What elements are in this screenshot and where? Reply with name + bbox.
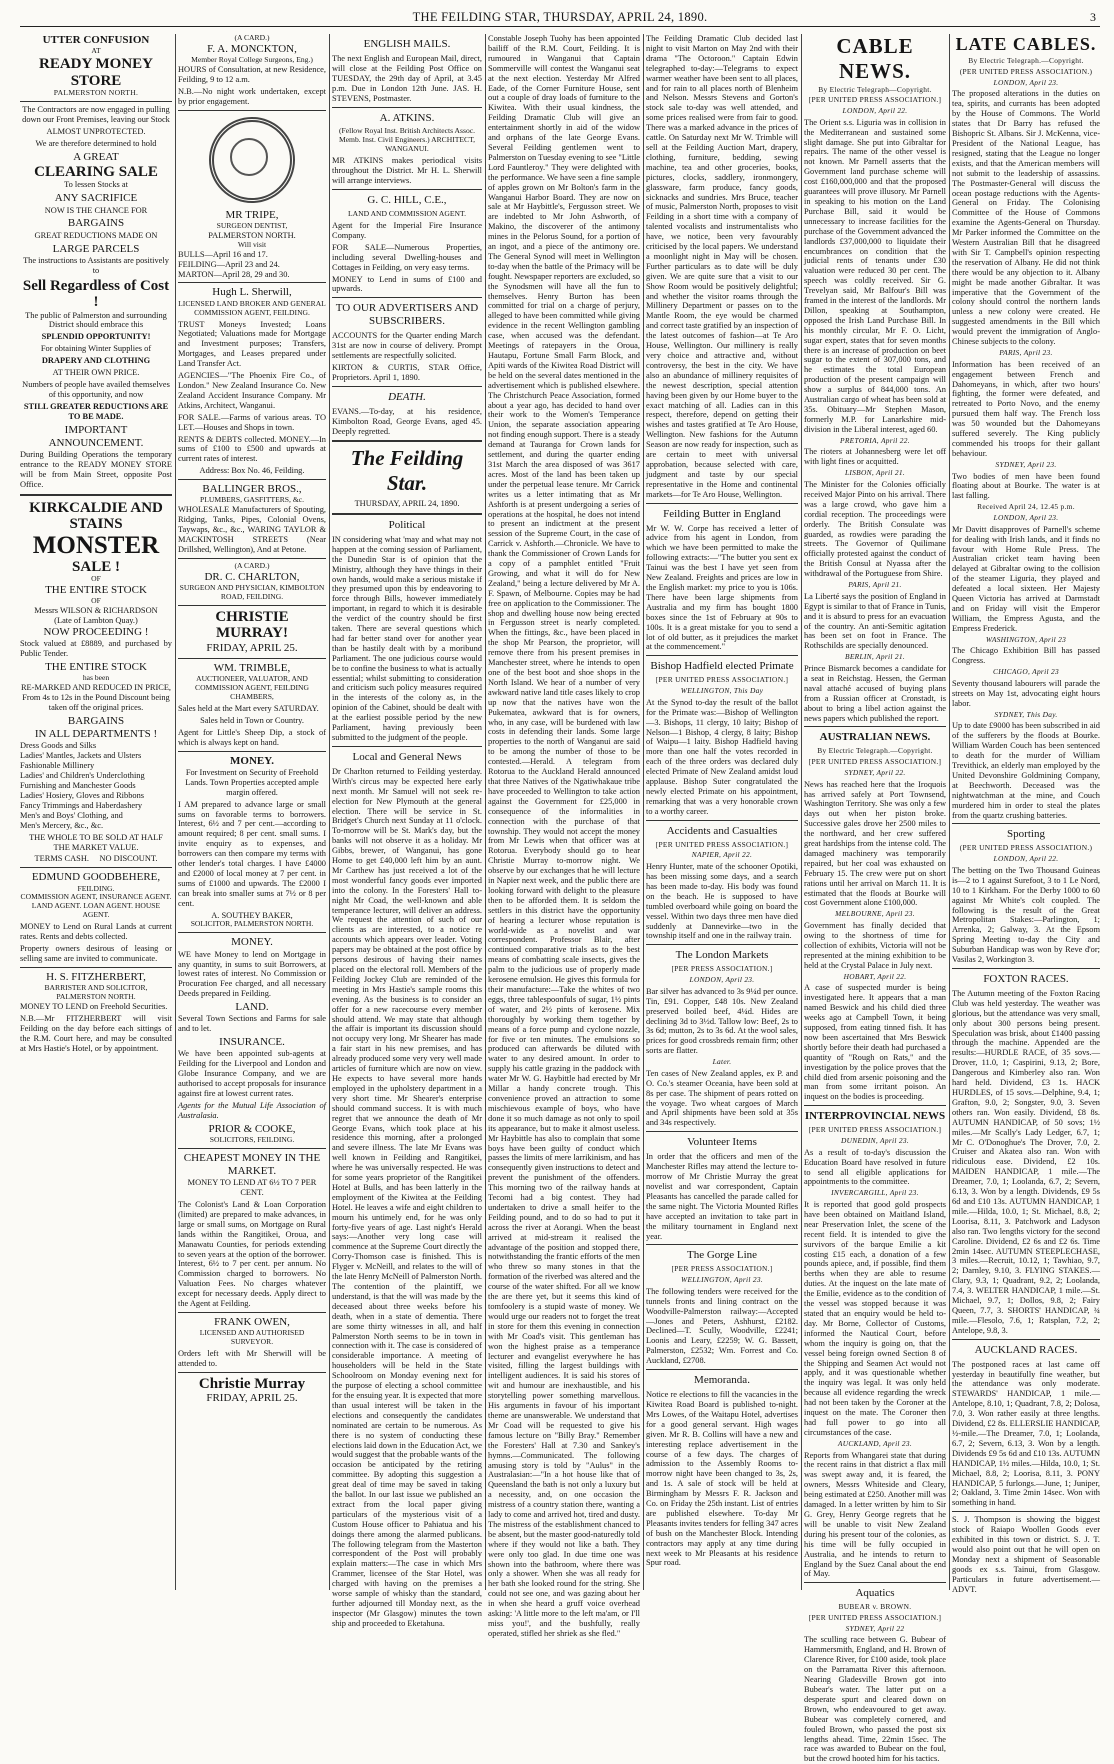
- wire-credit: (PER UNITED PRESS ASSOCIATION.): [959, 843, 1093, 853]
- ad-headline: READY MONEY STORE: [38, 56, 154, 89]
- ad-headline: MONEY.: [230, 754, 274, 767]
- column-rule: [485, 34, 486, 1590]
- article-text: The sculling race between G. Bubear of Hammersmith, England, and H. Brown of Clarence River, for £100 aside, took place on the Parramatta River this afternoon. Nearing Gladesville Brown got into Bubear's water. The latter put on a desperate spurt and cleared down on Brown, who endeavoured to get away. Bubear was completely cornered, and fouled Brown, who passed the post six lengths ahead. Time, 22min 15sec. The race was awarded to Bubear on the foul, but the crowd hooted him for his tactics.: [804, 1635, 946, 1764]
- ad-text: We are therefore determined to hold: [35, 138, 157, 148]
- ad-text: Messrs WILSON & RICHARDSON: [34, 606, 158, 616]
- wire-credit: [PER UNITED PRESS ASSOCIATION.]: [808, 757, 942, 767]
- ad-text: AT: [91, 46, 101, 56]
- ad-text: WHOLESALE Manufacturers of Spouting, Ridging, Tanks, Pipes, Colonial Ovens, Taywaps, &c., &c., WARING TAYLOR & MACKINTOSH STREETS (Near Drillshed, Wellington), And at Petone.: [178, 505, 326, 554]
- dateline: LONDON, April 23.: [993, 512, 1059, 522]
- ad-headline: SALE !: [72, 558, 120, 575]
- article-text: IN considering what 'may and what may not happen at the coming session of Parliament, the Dunedin Star is of opinion that the Ministry, although they have things in their own hands, would make a serious mistake if they presumed upon this by endeavoring to force through Bills, however immediately important, in regard to which it is desirable the verdict of the country should be first taken. There are several questions which had far better stand over for another year than be hastily dealt with by a moribund Parliament. The one judicious course would be to confine the business to what is actually essential; whilst submitting to consideration and criticism such policy measures required in the interests of the colony as, in the opinion of the Cabinet, should be dealt with at the earliest possible period by the new Parliament, having previously been submitted to the judgment of the people.: [332, 534, 482, 742]
- dental-seal-icon: [209, 117, 295, 203]
- ad-text: Several Town Sections and Farms for sale and to let.: [178, 1014, 326, 1034]
- section-heading: G. C. HILL, C.E.,: [367, 194, 447, 207]
- section-heading: Accidents and Casualties: [666, 824, 778, 837]
- ad-text: COMMISSION AGENT, INSURANCE AGENT. LAND AGENT. LOAN AGENT. HOUSE AGENT.: [20, 892, 172, 920]
- ad-text: For Investment on Security of Freehold Lands. Town Properties accepted ample margin offered.: [185, 767, 319, 797]
- ad-text: IMPORTANT: [64, 423, 128, 436]
- ad-headline: MONEY.: [231, 936, 273, 949]
- wire-credit: [PER UNITED PRESS ASSOCIATION.]: [655, 839, 789, 849]
- article-text: Information has been received of an engagement between French and Dahomeyans, in which, after two hours' fighting, the former were defeated, and retreated to Porto Novo, and the enemy pursued them half way. The French loss was 50 wounded but the Dahomeyans suffered severely. The King publicly commended his troops for their gallant behaviour.: [952, 359, 1100, 458]
- ad-text: The Contractors are now engaged in pulling down our Front Premises, leaving our Stock: [22, 105, 170, 124]
- ad-text: SOLICITORS, FEILDING.: [209, 1134, 295, 1144]
- ad-text: OF: [91, 596, 101, 606]
- dateline: WASHINGTON, April 23: [985, 634, 1067, 644]
- article-text: Government has finally decided that owing to the shortness of time for collection of exhibits, Victoria will not be represented at the mining exhibition to be held at the Crystal Palace in July next.: [804, 921, 946, 970]
- ad-text: RE-MARKED AND REDUCED IN PRICE,: [20, 683, 172, 693]
- article-text: A case of suspected murder is being investigated here. It appears that a man named Beswick and his child died three weeks ago at Campbell Town, it being supposed, from eating tinned fish. It has now been ascertained that Mrs Beswick shortly before their death had purchased a quantity of "Rough on Rats," and the investigation by the police proves that the child died from arsenic poisoning and the man from some irritant poison. An inquest on the bodies is proceeding.: [804, 983, 946, 1102]
- ad-headline: UTTER CONFUSION: [42, 34, 150, 46]
- article-text: The Orient s.s. Liguria was in collision in the Mediterranean and sustained some slight damage. She put into Gibraltar for repairs. The name of the other vessel is not known. Mr Parnell asserts that the Government land purchase scheme will cost £160,000,000 and that the proposed guarantees will prove illusory. Mr Parnell in speaking to his motion on the Land Purchase Bill, said it would be unnecessary to increase facilities for the purchase of the Government advanced the landlords £37,000,000 to liquidate their encumbrances on condition that the judicial rents of tenants under £30 valuation were reduced 30 per cent. The speech was coldly received. Sir G. Trevelyan said, Mr Balfour's Bill was framed in the interest of the landlords. Mr Dillon, speaking at Southampton, opposed the Irish Land Purchase Bill. In his monthly circular, Mr F. O. Licht, sugar expert, states that for seven months there is an increase of production on beet sugar to the extent of 307,000 tons, and he estimates the total European production of the present campaign will show a surplus of 844,000 tons. An Australian cargo of wheat has been sold at 35s. Obituary—Mr Stephen Mason, formerly M.P. for Lanarkshire mid-division in the Liberal interest, aged 60.: [804, 117, 946, 434]
- ad-text: BARGAINS: [67, 715, 125, 728]
- ad-text: SURGEON AND PHYSICIAN, KIMBOLTON ROAD, FEILDING.: [179, 582, 325, 601]
- section-heading: Aquatics: [855, 1587, 895, 1600]
- article-text: Ten cases of New Zealand apples, ex P. and O. Co.'s steamer Oceania, have been sold at 8s per case. The shipment of pears rotted on the voyage. Two wheat cargoes of March and April shipments have been sold at 35s and 34s respectively.: [646, 1068, 798, 1128]
- column-3: [332, 34, 483, 1628]
- ad-text: To lessen Stocks at: [64, 180, 128, 190]
- ad-text: Stock valued at £8889, and purchased by Public Tender.: [20, 639, 172, 659]
- ad-text: TRUST Moneys Invested; Loans Negotiated; Valuations made for Mortgage and Investment purposes; Transfers, Mortgages, and Leases prepared under Land Transfer Act.: [178, 319, 326, 369]
- dateline: WELLINGTON, This Day: [680, 686, 764, 696]
- dateline: SYDNEY, This Day.: [994, 709, 1058, 719]
- ad-text: ANY SACRIFICE: [54, 192, 138, 205]
- ad-text: TERMS CASH. NO DISCOUNT.: [34, 854, 158, 864]
- ad-headline: INSURANCE.: [219, 1036, 285, 1049]
- ad-text: THE ENTIRE STOCK: [45, 661, 147, 674]
- article-text: Mr Davitt disapproves of Parnell's scheme for dealing with Irish lands, and it finds no favour with Home Rule Press. The Australian cricket team having been delayed at Gibraltar owing to the collision of the steamer Liguria, they played and defeated a local sixteen. Her Majesty Queen Victoria has arrived at Darmstadt and on Friday will visit the Emperor William, the Empress Agusta, and the Empress Frederick.: [952, 524, 1100, 633]
- dateline: AUCKLAND, April 23.: [837, 1438, 913, 1448]
- article-text: Mr W. W. Corpe has received a letter of advice from his agent in London, from which we have been permitted to make the following extracts:—"The butter you sent ex Tainui was the best I have yet seen from New Zealand. Freights and prices are low in the English market: my price to you is 106s. There have been large shipments from Australia and my firm has bought 1800 boxes since the 1st of February at 90s to 100s. It is a great mistake for you to send a lot of old butter, as it prejudices the market at the commencement.": [646, 523, 798, 652]
- section-heading: LATE CABLES.: [955, 34, 1097, 54]
- ad-text: I AM prepared to advance large or small sums on favorable terms to borrowers. Interest, 6½ and 7 per cent.—according to amount required; 8 per cent. small sums. I invite enquiry as to expenses, and borrowers can then compare my terms with other lender's total charges. I have £4000 and £2000 of local money at 7 per cent. in sums of £1000 and upwards. The £2000 I can break into smaller sums at 7½ or 8 per cent.: [178, 799, 326, 908]
- notice-text: FOR SALE—Numerous Properties, including several Dwelling-houses and Cottages in Feilding, on very easy terms.: [332, 242, 482, 272]
- ad-headline: PRIOR & COOKE,: [208, 1122, 296, 1135]
- ad-text: Orders left with Mr Sherwill will be attended to.: [178, 1349, 326, 1368]
- ad-text: FEILDING.: [77, 883, 115, 893]
- column-7: [952, 34, 1100, 1594]
- section-heading: Sporting: [1007, 828, 1045, 841]
- section-heading: INTERPROVINCIAL NEWS: [804, 1110, 946, 1123]
- ad-text: PALMERSTON NORTH.: [56, 992, 136, 1002]
- ad-text: Property owners desirous of leasing or selling same are invited to communicate.: [20, 944, 172, 964]
- ad-text: Numbers of people have availed themselves of this opportunity, and now: [22, 379, 170, 399]
- article-text: The Feilding Dramatic Club decided last night to visit Marton on May 2nd with their drama "The Octoroon." Captain Edwin telegraphed to-day:—Telegrams to expect warmer weather have been sent to all places, and for rain to all places north of Blenheim and Nelson. Messrs Stevens and Gorton's stock sale to-day was well attended, and some prices realised were from fair to good. There was a marked advance in the prices of cattle. On Saturday next Mr W. Trimble will sell at the Feilding Auction Mart, drapery, clothing, furniture, bedding, sewing machine, tea and other groceries, books, pictures, clocks, saddlery, ironmongery, glassware, farm produce, fancy goods, sicknacks and sundries. Mrs Bruce, teacher of music, Palmerston North, proposes to visit Feilding in a short time with a company of talented vocalists and instrumentalists who have, we notice, been very favourably criticised by the local papers. We understand a moonlight night in May will be chosen. Further particulars as to date will be duly given. We are quite sure that a visit to our Show Room would be positively delightful; and whether the visitor roams through the Millinery Department or passes on to the Mantle Room, the eye would be charmed and correct taste gratified by an inspection of the latest outcomes of fashion—at Te Aro House, Wellington. Our millinery is really very choice and attractive and, without controversy, the best in the city. We have also an abundance of millinery requisites of the newest description, special attention having been given by our Home buyer to the exact matching of all. Ladies can in this respect, therefore, depend on getting their wishes and tastes gratified at Te Aro House, Wellington. New fashions for the Autumn Season are now ready for inspection, such as are certain to meet with universal approbation, because selected with care, judgment and taste by our special representative in the Home and continental markets—for Te Aro House, Wellington.: [646, 34, 798, 499]
- column-rule: [175, 34, 176, 1590]
- dateline: PRETORIA, April 22.: [840, 435, 910, 445]
- ad-headline: Sell Regardless of Cost !: [22, 277, 170, 310]
- ad-text: BARGAINS: [67, 217, 125, 230]
- column-2: [178, 34, 326, 1594]
- notice-text: MONEY to Lend in sums of £100 and upwards.: [332, 274, 482, 294]
- wire-credit: [PER PRESS ASSOCIATION.]: [671, 1264, 773, 1274]
- section-heading: CABLE NEWS.: [836, 34, 914, 83]
- ad-text: During Building Operations the temporary entrance to the READY MONEY STORE will be from Main Street, opposite Post Office.: [20, 449, 172, 489]
- dateline: SYDNEY, April 22.: [844, 767, 906, 777]
- ad-text: ALMOST UNPROTECTED.: [46, 126, 146, 136]
- dateline: SYDNEY, April 22: [845, 1623, 905, 1633]
- page-title: THE FEILDING STAR, THURSDAY, APRIL 24, 1890.: [412, 10, 708, 24]
- section-heading: The London Markets: [675, 949, 769, 962]
- ad-headline: CHEAPEST MONEY IN THE MARKET.: [183, 1151, 321, 1178]
- article-text: Dr Charlton returned to Feilding yesterday. Wirth's circus may be expected here early next month. Mr Samuel will not seek re-election for New Plymouth at the general election. There will be service in St. Bridget's Church next Sunday at 11 o'clock. To-morrow will be St. Mark's day, but the banks will not observe it as a holiday. Mr Gibbs, brewer, of Wanganui, has gone Home to get £40,000 left him by an aunt. Mr Carthew has just received a lot of the most wonderful fancy goods ever imported into the colony. In the Foresters' Hall to-night Mr Coad, the well-known and able temperance lecturer, will deliver an address. We request the attention of such of our clients as are interested, to a notice re accounts which appears over leader. Voting papers may be obtained at the post office by persons desirous of having their names placed on the electoral roll. Members of the Feilding Jockey Club are reminded of the meeting in Mrs Hastie's sample rooms this evening. As the business is to consider an offer for a new racecourse every member should attend. We may state that although the affair is important its discussion should not occupy very long. Mr Shearer has made a fair start in his new premises, and has already produced some very very well made articles of furniture which are now on view. He expects to have several more hands employed in the upholstery department in a very short time. Mr Shearer's enterprise should command success. It is with much regret that we announce the death of Mr George Evans, which took place at his residence this morning, after a prolonged and severe illness. The late Mr Evans was well known in Feilding and Rangitikei, where he was universally respected. He was for some years proprietor of the Rangitikei Hotel at Bulls, and has been latterly in the employment of the Kiwitea at the Feilding Hotel. He leaves a wife and eight children to mourn his untimely end, for he was only forty-five years of age. Last night's Herald says:—Another very long case will commence at the Supreme Court directly the Corry-Thomson case is finished. This is Flyger v. McNeill, and relates to the will of the late Henry McNeill of Palmerston North. The contention of the plaintiff, we understand, is that the will was made by the deceased about three weeks before his death, when in a state of dementia. There are some thirty witnesses in all, and half Palmerston North seems to be in town in connection with it. The case is considered of considerable importance. A meeting of householders will be held in the State Schoolroom on Monday evening next for the purpose of electing a school committee for the ensuing year. It is expected that more than usual interest will be taken in the elections and consequently the candidates nominated are certain to be numerous. As there is no system of conducting these elections laid down in the Education Act, we would suggest that the probable wants of the occasion be anticipated by the retiring committee. By adopting this suggestion a great deal of time may be saved in taking the ballot. In our last issue we published an extract from the local paper giving particulars of the mysterious visit of a Custom House officer to Pahiatua and his doings there among the alarmed publicans. The following telegram from the Masterton correspondent of the Post will probably explain matters:—The case in which Mrs Crammer, licensee of the Star Hotel, was charged with having on the premises a worse sample of whisky than the standard, further adjourned till Monday next, as the inspector (Mr Glasgow) minutes the town ship and proceeded to Eketahuna.: [332, 766, 483, 1628]
- article-text: Constable Joseph Tuohy has been appointed bailiff of the R.M. Court, Feilding. It is rumoured in Wanganui that Captain Sommerville will contest the Wanganui seat at the next election. Yesterday Mr Alfred Eade, of the Corner Furniture House, sent out a couple of dray loads of furniture to the Kiwitea. With their usual kindness, the Feilding Dramatic Club will give an entertainment shortly in aid of the widow and orphans of the late George Evans. Several Feilding gentlemen went to Palmerston on Tuesday evening to see "Little Lord Fauntleroy." They were delighted with the performance. We have seen a fine sample of apples grown on Mr Bolton's farm in the Wanganui Harbor Board. They are now on sale at Mr Haybittle's, Fergusson street. We are indebted to Mr John Ashworth, of Makino, the discoverer of the antimony mines in the Pelorus Sound, for a portion of an ingot, and a piece of the antimony ore. The General Synod will meet in Wellington to-day when the battle of the Primacy will be fought. Newspaper reporters are excluded, so the Synodsmen will have all the fun to themselves. Henry Burton has been committed for trial on a charge of perjury, alleged to have been committed while giving evidence in the recent Wellington gambling case, when accused was the defendant. Meetings of ratepayers in the Oroua, Hautapu, Fortune Small Farm Block, and Apiti wards of the Kiwitea Road District will be held on the several dates mentioned in the advertisement which is published elsewhere. The Christchurch Peace Association, formed about a year ago, has decided to hand over their work to the Women's Temperance Union, the separate association appearing not finding enough support. There is a steady demand at Tauranga for Crown lands for settlement, and during the quarter ending 31st March the area disposed of was 3617 acres. Most of the land has been taken up under the perpetual lease tenure. Mr Carrick writes us a letter intimating that as Mr Ashforth is at present undergoing a series of operations at the hospital, he does not intend to present an indictment at the present session of the Supreme Court, in the case of Carrick v. Ashforth.—Chronicle. We have to thank the Commissioner of Crown Lands for a copy of a pamphlet entitled "Fruit Growing, and what it will do for New Zealand," being a lecture delivered by Mr A. F. Spawn, of Melbourne. Copies may be had free on application to the Commissioner. The shop and dwelling house now being erected in Fergusson street is nearly completed. When the fittings, &c., have been placed in the shop Mr Pearson, the proprietor, will remove there from his present premises in Manchester street, where he intends to open one of the best boot and shoe shops in the North Island. We hear of a number of very awkward native land title cases likely to crop up now that the natives have won the Pukematea, awkward that is for owners, who, in any case, will be burdened with law costs in defending their lands. Some large properties to the north of Wanganui are said to be among the number of those to be contested.—Herald. A telegram from Rotorua to the Auckland Herald announced that three Natives of the Ngatiwhakaue tribe have proceeded to Wellington to take action against the Government for £25,000 in consequence of the informalities in connection with the purchase of that township. They would not accept the money from Mr Lewis when that officer was at Rotorua. Everybody should go to hear Christie Murray to-morrow night. We observe by our exchanges that he will lecture in Napier next week, and the public there are looking forward with delight to the pleasure then to be afforded them. It is seldom the settlers in this district have the opportunity of hearing a lecturer whose reputation is world-wide as a novelist and war correspondent. Professor Blair, after continued comparative trials as to the best means of combatting scale insects, gives the palm to the judicious use of properly made kerosene emulsion. He gives this formula for their manufacture:—Take the whites of two eggs, three tablespoonfuls of sugar, 1½ pints of water, and 2½ pints of kerosene. Mix thoroughly by working them together by means of a force pump and cyclone nozzle, for five or ten minutes. The emulsions so produced can afterwards be diluted with water to any desired amount. In order to supply his cattle grazing in the paddock with water Mr W. G. Haybittle had erected by Mr Millar a handy concrete trough. This convenience proved an attraction to some mischievous example of boys, who have done it so much damage as not only to spoil its appearance, but to make it almost useless. Mr Haybittle has also to complain that some boys have been guilty of conduct which passes the limits of mere larrikinism, and has consequently given instructions to detect and prevent the punishment of the offenders. This morning two of the railway hands at Tecomi had a big contest. They had undertaken to drive a small heifer to the Feilding pound, and to do so had to put it across the river at Aorangi. When the beast arrived at mid-stream it realised the advantage of the position and stopped there, notwithstanding the frantic efforts of the men who threw so many stones in that the formation of the riverbed was altered and the course of the water shifted. For all we know the are there yet, but it seems this kind of tomfoolery is a stupid waste of money. We would urge our readers not to forget the treat in store for them this evening in connection with Mr Coad's visit. This gentleman has won the highest praise as a temperance lecturer and evangelist everywhere he has visited, filling the largest buildings with intelligent audiences. It is said his stores of wit and humour are inexhaustible, and his storytelling power something marvellous. His arguments in favour of his important theme are unanswerable. We understand that Mr Coad will be requested to give his famous lecture on "Billy Bray." Remember the Foresters' Hall at 7.30 and Sankey's hymns.—Communicated. The following amusing story is told by "Aulus" in the Australasian:—"In a hot house like that of Queensland the bath is not only a luxury but a necessity, and, on one occasion the mistress of a country station there, wanting a lady to come and arrived hot, tired and dusty. The mistress of the establishment chanced to be absent, but the master good-naturedly told where if they would not like a bath. They were only too glad. In due time one was shown into the bathroom, where there was only a shower. When she was all ready for her bath she looked round for the string. She could not see one, and was gazing about her in when she heard a gruff voice overhead asking: 'A little more to the left ma'am, or I'll miss you!', and the bushfully, really operated, stifled her shriek as she fled.": [488, 34, 640, 1638]
- ad-headline: Christie Murray: [198, 1375, 306, 1392]
- ad-text: (A CARD.): [234, 560, 270, 570]
- article-text: The postponed races at last came off yesterday in beautifully fine weather, but the attendance was only moderate. STEWARDS' HANDICAP, 1 mile.—Antelope, 8.10, 1; Quadrant, 7.8, 2; Dolosa, 7.0, 3. Won rather easily at three lengths. Dividend, £2 8s. ELLERSLIE HANDICAP, ½-mile.—The Dreamer, 7.0, 1; Loolanda, 6.7, 2; Severn, 6.13, 3. Won by a length. Dividends £9 5s 6d and £10 13s. AUTUMN HANDICAP, 1½ miles.—Hilda, 10.0, 1; St. Michael, 8.8, 2; Loorisa, 8.11, 3. PONY HANDICAP, 5 furlongs.—June, 1; Juniper, 2; Oakland, 3. Time 2min 14sec. Won with something in hand.: [952, 1359, 1100, 1508]
- wire-credit: [PER UNITED PRESS ASSOCIATION.]: [808, 95, 942, 105]
- article-text: The following tenders were received for the tunnels fronts and lining contract on the Woodville-Palmerston railway:—Accepted—Jones and Peters, Ashhurst, £2182. Declined—T. Scully, Woodville, £2241; Loonis and Leary, £2259; W. G. Bassett, Palmerston, £2532; Wm. Forrest and Co. Auckland, £2708.: [646, 1286, 798, 1366]
- ad-text: BARRISTER AND SOLICITOR,: [44, 983, 148, 993]
- ad-headline: CLEARING SALE: [34, 163, 158, 180]
- ad-headline: MR TRIPE,: [225, 208, 279, 221]
- ad-text: A GREAT: [73, 150, 119, 163]
- ad-text: SPLENDID OPPORTUNITY!: [41, 332, 151, 342]
- ad-text: IN ALL DEPARTMENTS !: [34, 728, 158, 741]
- ad-text: For obtaining Winter Supplies of: [40, 344, 152, 354]
- dateline: HOBART, April 22.: [843, 971, 907, 981]
- dateline: LISBON, April 21.: [845, 468, 905, 478]
- wire-credit: [PER PRESS ASSOCIATION.]: [671, 964, 773, 974]
- ad-text: FRIDAY, APRIL 25.: [206, 1392, 298, 1405]
- dateline: LONDON, April 22.: [842, 106, 908, 115]
- article-text: Reports from Whangarei state that during the recent rains in that district a flax mill was swept away and, it is feared, the owners, Messrs Whiteside and Cleary, being estimated at £250. Another mill was damaged. In a letter written by him to Sir G. Grey, Henry George regrets that he will be unable to visit New Zealand during his present tour of the colonies, as his time will be fully occupied in Australia, and he intends to return to England by the Suez Canal about the end of May.: [804, 1450, 946, 1579]
- column-1: [20, 34, 172, 1594]
- article-text: News has reached here that the Iroquois has arrived safely at Port Townsend, Washington Territory. She was only a few days out when her piston broke. Successive gales drove her 2500 miles to the northward, and her crew suffered great hardships from the intense cold. The damaged machinery was temporarily repaired, but her coal was exhausted on February 15. The crew were put on short rations until her arrival on March 11. It is estimated that the floods at Bourke will cost Government alone £100,000.: [804, 779, 946, 908]
- ad-text: AUCTIONEER, VALUATOR, AND COMMISSION AGENT, FEILDING CHAMBERS,: [195, 674, 309, 702]
- article-text: La Liberté says the position of England in Egypt is similar to that of France in Tunis, and it is absurd to press for an evacuation of the country. An anti-Semitic agitation has been set on foot in France. The Rothschilds are specially denounced.: [804, 591, 946, 651]
- wire-credit: By Electric Telegraph.—Copyright.: [968, 56, 1084, 66]
- dateline: MELBOURNE, April 23.: [835, 909, 915, 919]
- dateline: SYDNEY, April 23.: [995, 459, 1057, 469]
- ad-text: MONEY TO LEND on Freehold Securities.: [20, 1002, 168, 1012]
- ad-text: NOW PROCEEDING !: [43, 626, 149, 639]
- notice-text: EVANS.—To-day, at his residence, Kimbolton Road, George Evans, aged 45. Deeply regretted.: [332, 406, 482, 436]
- ad-headline: F. A. MONCKTON,: [207, 42, 297, 55]
- section-heading: AUSTRALIAN NEWS.: [819, 731, 931, 744]
- wire-credit: (PER UNITED PRESS ASSOCIATION.): [959, 66, 1093, 76]
- ad-text: Address: Box No. 46, Feilding.: [199, 466, 305, 476]
- ad-text: NOW IS THE CHANCE FOR: [44, 205, 148, 215]
- page-number: 3: [1090, 10, 1096, 24]
- article-text: Henry Hunter, mate of the schooner Opotiki, has been missing some days, and a search has been made to-day. His body was found on the beach. He is supposed to have tumbled overboard while going on board the vessel. Within two days three men have died suddenly at Dannevirke—two in the township itself and one in the railway train.: [646, 862, 798, 941]
- ad-text: BULLS—April 16 and 17. FEILDING—April 23 and 24. MARTON—April 28, 29 and 30.: [178, 249, 290, 279]
- article-text: It is reported that good gold prospects have been obtained on Maitland Island, near Preservation Inlet, the scene of the recent field. It is intended to give the survivors of the barque Emilie a kit costing £15 each, a donation of a few pounds apiece, and, if possible, find them berths when they are able to resume duties. At the inquest on the late mate of the Emilie, evidence as to the condition of the vessel was stopped because it was stated that an enquiry would be held to-day. Mr Borne, Collector of Customs, informed the Nautical Court, before whom the inquiry is going on, that the vessel being foreign owned Section 8 of the Shipping and Seamen Act would not apply, and it was questionable whether the inquiry was legal. It was only held because all evidence regarding the wreck had not been taken by the Coroner at the inquest on the mate. The Coroner then had full power to go into all circumstances of the case.: [804, 1200, 946, 1437]
- ad-text: STILL GREATER REDUCTIONS ARE TO BE MADE.: [23, 401, 169, 421]
- masthead: [20, 4, 1100, 27]
- ad-text: LICENSED AND AUTHORISED SURVEYOR.: [199, 1328, 305, 1347]
- section-heading: Volunteer Items: [687, 1136, 757, 1149]
- ad-text: ANNOUNCEMENT.: [48, 436, 144, 449]
- ad-text: N.B.—Mr FITZHERBERT will visit Feilding on the day before each sittings of the R.M. Court here, and may be consulted at Mrs Hastie's Hotel, or by appointment.: [20, 1013, 172, 1053]
- section-heading: The Gorge Line: [686, 1249, 758, 1262]
- ad-text: SURGEON DENTIST,: [216, 220, 288, 230]
- ad-headline: BALLINGER BROS.,: [202, 483, 302, 496]
- ad-headline: A. SOUTHEY BAKER,: [211, 910, 293, 920]
- article-text: The betting on the Two Thousand Guineas is—2 to 1 against Surefoot, 3 to 1 Le Nord, 10 to 1 Kirkham. For the Derby 1000 to 60 against Mr White's colt coupled. The following is the result of the Great Metropolitan Stakes:—Parlington, 1; Arrenka, 2; Galway, 3. At the Epsom Spring Meeting to-day the City and Suburban Handicap was won by Reve d'or; Vasilas 2, Workington 3.: [952, 865, 1100, 965]
- wire-credit: By Electric Telegraph.—Copyright.: [817, 746, 933, 756]
- article-text: Bar silver has advanced to 3s 9¼d per ounce. Tin, £91. Copper, £48 10s. New Zealand preserved boiled beef, 4¼d. Hides are declining 3d to 3½d. Tallow low: Beef, 2s to 3s 6d; mutton, 2s to 3s 6d. At the wool sales, prices for good crossbreds remain firm; other sorts are flatter.: [646, 986, 798, 1056]
- column-rule: [329, 34, 330, 1590]
- article-text: At the Synod to-day the result of the ballot for the Primate was:—Bishop of Wellington—3. Bishops, 11 clergy, 10 laity; Bishop of Nelson—1 Bishop, 4 clergy, 8 laity; Bishop of Waipu—1 laity. Bishop Hadfield having more than one half the votes recorded in each of the three orders was declared duly elected Primate of New Zealand amidst loud applause. Bishop Suter congratulated the newly elected Primate on his appointment, remarking that was a very honorable crown to a worthy career.: [646, 697, 798, 816]
- ad-text: Sales held in Town or Country.: [200, 715, 304, 725]
- notice-text: Agent for the Imperial Fire Insurance Company.: [332, 220, 482, 240]
- wire-credit: By Electric Telegraph—Copyright.: [818, 84, 932, 94]
- article-text: The rioters at Johannesberg were let off with light fines or acquitted.: [804, 447, 946, 467]
- ad-text: THE WHOLE TO BE SOLD AT HALF THE MARKET VALUE.: [29, 832, 163, 852]
- ad-headline: WM. TRIMBLE,: [213, 662, 291, 675]
- ad-text: HOURS of Consultation, at new Residence, Feilding, 9 to 12 a.m.: [178, 65, 326, 84]
- ad-headline: EDMUND GOODBEHERE,: [31, 871, 161, 884]
- ad-text: PLUMBERS, GASFITTERS, &c.: [199, 495, 304, 505]
- section-heading: ENGLISH MAILS.: [363, 38, 451, 50]
- notice-text: ACCOUNTS for the Quarter ending March 31st are now in course of delivery. Prompt settlements are respectfully solicited.: [332, 331, 482, 361]
- ad-headline: LAND.: [235, 1001, 269, 1014]
- column-6: [804, 34, 946, 1764]
- section-heading: AUCKLAND RACES.: [974, 1343, 1078, 1356]
- column-rule: [643, 34, 644, 1590]
- ad-text: Dress Goods and Silks Ladies' Mantles, Jackets and Ulsters Fashionable Millinery Ladies' and Children's Underclothing Furnishing and Manchester Goods Ladies' Hosiery, Gloves and Ribbons Fancy Trimmings and Haberdashery Men's and Boys' Clothing, and Men's Mercery, &c., &c.: [20, 741, 145, 830]
- wire-credit: [PER UNITED PRESS ASSOCIATION.]: [655, 675, 789, 685]
- column-5: [646, 34, 798, 1594]
- article-text: In order that the officers and men of the Manchester Rifles may attend the lecture to-morrow of Mr Christie Murray the great novelist and war correspondent, Captain Pleasants has cancelled the parade called for the same night. The Victoria Mounted Rifles have accepted an invitation to take part in the military tournament in England next year.: [646, 1152, 798, 1241]
- ad-text: From 4s to 12s in the Pound Discount being taken off the original prices.: [22, 693, 170, 713]
- section-heading: TO OUR ADVERTISERS AND SUBSCRIBERS.: [335, 302, 479, 328]
- ad-headline: DR. C. CHARLTON,: [204, 570, 300, 583]
- ad-text: Will visit: [237, 239, 267, 249]
- ad-text: Agents for the Mutual Life Association of Australasia.: [178, 1100, 326, 1120]
- notice-text: MR ATKINS makes periodical visits throughout the District. Mr H. L. Sherwill will arrange interviews.: [332, 156, 482, 186]
- ad-text: DRAPERY AND CLOTHING: [41, 356, 151, 366]
- ad-text: LICENSED LAND BROKER AND GENERAL COMMISSION AGENT, FEILDING.: [178, 298, 326, 317]
- ad-text: FOR SALE.—Farms of various areas. TO LET.—Houses and Shops in town.: [178, 412, 326, 432]
- ad-text: (Late of Lambton Quay.): [54, 616, 138, 626]
- dateline: LONDON, April 23.: [993, 77, 1059, 87]
- column-rule: [801, 34, 802, 1590]
- ad-text: SOLICITOR, PALMERSTON NORTH.: [190, 919, 314, 929]
- dateline: LONDON, April 22.: [993, 854, 1059, 864]
- ad-text: (A CARD.): [234, 33, 270, 42]
- notice-text: LAND AND COMMISSION AGENT.: [348, 209, 466, 219]
- article-text: Prince Bismarck becomes a candidate for a seat in Reichstag. Hessen, the German naval attaché accused of buying plans from a Russian officer at Cronstadt, is about to bring a libel action against the news papers which published the report.: [804, 663, 946, 723]
- ad-text: The public of Palmerston and surrounding District should embrace this: [25, 310, 167, 330]
- ad-headline: CHRISTIE MURRAY!: [215, 608, 289, 642]
- article-text: Up to date £9000 has been subscribed in aid of the sufferers by the floods at Bourke. William Warden Couch has been sentenced to death for the murder of William Trevithick, an elderly man employed by the United Devonshire Goldmining Company, at Beechworth. Deceased was the nightwatchman at the mine, and Couch murdered him in order to steal the plates from the quartz crushing batteries.: [952, 721, 1100, 820]
- ad-text: MONEY TO LEND AT 6½ TO 7 PER CENT.: [187, 1178, 317, 1198]
- ad-text: PALMERSTON NORTH.: [208, 230, 296, 240]
- ad-text: Sales held at the Mart every SATURDAY.: [178, 704, 319, 714]
- dateline: LONDON, April 23.: [689, 975, 755, 985]
- article-text: The Minister for the Colonies officially received Major Pinto on his arrival. There was a large crowd, who gave him a cordial reception. The proceedings were orderly. The British Consulate was guarded, as rowdies were parading the streets. The Governor of Quilimane officially protested against the conduct of the British Consul at Nyassa after the withdrawal of the Portuguese from Shire.: [804, 480, 946, 579]
- ad-text: has been: [82, 673, 110, 683]
- notice-text: The next English and European Mail, direct, will close at the Feilding Post Office on TUESDAY, the 29th day of April, at 3.45 p.m. Due in London 12th June. JAS. H. STEVENS, Postmaster.: [332, 53, 482, 103]
- ad-text: The Colonist's Land & Loan Corporation (limited) are prepared to make advances, in large or small sums, on Mortgage on Rural lands within the Rangitikei, Oroua, and Manawatu Counties, for periods extending to seven years at the option of the borrower. Interest, 6½ to 7 per cent. per annum. No Commission charged to borrowers. No Valuation Fees. No charges whatever except for necessary deeds. Apply direct to the Agent at Feilding.: [178, 1200, 326, 1309]
- article-text: The Autumn meeting of the Foxton Racing Club was held yesterday. The weather was glorious, but the attendance was very small, only about 300 persons being present. Speculation was brisk, about £1400 passing through the machine. Appended are the results:—HURDLE RACE, of 35 sovs.—Drover, 11.0, 1; Caspirini, 9.13, 2; Bore, Dangerous and Kimberley also ran. Won hard held. Dividend, £3 1s. HACK HURDLES, of 15 sovs.—Delphine, 9.4, 1; Grafton, 9.0, 2; Songster, 9.0, 3. Seven others ran. Won easily. Dividend, £8 8s. AUTUMN HANDICAP, of 50 sovs; 1½ miles.—Mr Scally's Lady Ledger, 6.7, 1; Mr C. O'Donoghue's The Drover, 7.0, 2. Cruiser and Akatea also ran. Won with ridiculous ease. Dividend, £2 10s. MAIDEN HANDICAP, 1 mile.—The Dreamer, 7.0, 1; Loolanda, 6.7, 2; Severn, 6.13, 3. Won by a length. Dividends, £9 5s 6d and £10 13s. AUTUMN HANDICAP, 1 mile.—Hilda, 10.0, 1; St. Michael, 8.8, 2; Loorisa, 8.11, 3. Patchwork and Ladyson also ran. Two lengths victory for the second Caroline. Dividend, £2 6s and £2 6s. Time 2min 14sec. AUTUMN STEEPLECHASE, 3 miles.—Recruit, 10.12, 1; Tawhiao, 9.7, 2; Darnley, 9.10, 3. FLYING STAKES.—Clary, 9.3, 1; Quadrant, 9.2, 2; Loolanda, 7.4, 3. WELTER HANDICAP, 1 mile.—St. Michael, 9.7, 1; Dollos, 9.8, 2; Fairy Queen, 7.7, 3. SHORTS' HANDICAP, ¾ mile.—Flesolo, 7.6, 1; Ratsplan, 7.2, 2; Antelope, 9.8, 3.: [952, 988, 1100, 1335]
- section-heading: A. ATKINS.: [379, 111, 435, 124]
- ad-text: OF: [91, 574, 101, 584]
- ad-text: We have been appointed sub-agents at Feilding for the Liverpool and London and Globe Insurance Company, and we are authorised to accept proposals for insurance against fire at lowest current rates.: [178, 1049, 326, 1098]
- column-4: [488, 34, 640, 1638]
- ad-headline: FRANK OWEN,: [214, 1315, 290, 1328]
- ad-text: The instructions to Assistants are positively to: [23, 255, 169, 275]
- article-text: Two bodies of men have been found floating about at Bourke. The water is at last falling.: [952, 471, 1100, 501]
- article-text: Notice re elections to fill the vacancies in the Kiwitea Road Board is published to-night. Mrs Lowes, of the Waitapu Hotel, advertises for a good general servant. High wages given. Mr R. B. Collins will have a new and interesting replace advertisement in the course of a few days. The charges of admission to the Assembly Rooms to-morrow night have been changed to 3s, 2s, and 1s. A sale of stock will be held at Birmingham by Messrs F. R. Jackson and Co. on Friday the 25th instant. List of entries are published elsewhere. To-day Mr Pleasants invites tenders for felling 347 acres of bush on the Manchester Block. Intending contractors may apply at any time during next week to Mr Pleasants at his residence Spur road.: [646, 1390, 798, 1568]
- issue-date: THURSDAY, APRIL 24, 1890.: [354, 499, 460, 508]
- newspaper-nameplate: The Feilding Star.: [350, 446, 464, 496]
- ad-headline: H. S. FITZHERBERT,: [46, 970, 146, 983]
- dateline: Received April 24, 12.45 p.m.: [977, 502, 1075, 512]
- ad-headline: KIRKCALDIE AND STAINS: [29, 499, 163, 533]
- wire-credit: [PER UNITED PRESS ASSOCIATION.]: [808, 1613, 942, 1623]
- ad-text: GREAT REDUCTIONS MADE ON: [34, 230, 158, 240]
- section-heading: Memoranda.: [694, 1374, 750, 1387]
- dateline: INVERCARGILL, April 23.: [831, 1188, 919, 1198]
- dateline: Later.: [712, 1057, 732, 1067]
- wire-credit: [PER UNITED PRESS ASSOCIATION.]: [808, 1125, 942, 1135]
- ad-text: PALMERSTON NORTH.: [53, 88, 139, 98]
- ad-headline: Hugh L. Sherwill,: [212, 286, 292, 299]
- dateline: CHICAGO, April 23: [993, 667, 1059, 677]
- dateline: WELLINGTON, April 23.: [680, 1275, 763, 1285]
- notice-text: KIRTON & CURTIS, STAR Office, Proprietors. April 1, 1890.: [332, 362, 482, 382]
- section-heading: Local and General News: [352, 750, 462, 763]
- subheading: BUBEAR v. BROWN.: [838, 1602, 912, 1612]
- dateline: PARIS, April 23.: [999, 348, 1053, 357]
- ad-text: THE ENTIRE STOCK: [45, 584, 147, 597]
- section-heading: Political: [388, 518, 426, 531]
- article-text: As a result of to-day's discussion the Education Board have resolved in future to send all eligible applications for appointments to the committee.: [804, 1147, 946, 1187]
- ad-text: WE have Money to lend on Mortgage in any quantity, in sums to suit Borrowers, at lowest rates of interest. No Commission or Procuration Fee charged, and all necessary Deeds prepared in Feilding.: [178, 949, 326, 999]
- notice-text: (Fellow Royal Inst. British Architects Assoc. Memb. Inst. Civil Engineers.) ARCHITECT, WANGANUI.: [338, 126, 476, 154]
- dateline: BERLIN, April 21.: [845, 652, 905, 662]
- dateline: DUNEDIN, April 23.: [840, 1135, 910, 1145]
- ad-text: RENTS & DEBTS collected. MONEY.—In sums of £100 to £500 and upwards at current rates of interest.: [178, 434, 326, 464]
- ad-text: AT THEIR OWN PRICE.: [52, 368, 140, 378]
- article-text: Seventy thousand labourers will parade the streets on May 1st, advocating eight hours labor.: [952, 678, 1100, 708]
- ad-text: LARGE PARCELS: [52, 242, 140, 255]
- section-heading: FOXTON RACES.: [983, 972, 1069, 985]
- ad-text: N.B.—No night work undertaken, except by prior engagement.: [178, 86, 326, 106]
- ad-text: Agent for Little's Sheep Dip, a stock of which is always kept on hand.: [178, 727, 326, 747]
- ad-text: AGENCIES—"The Phoenix Fire Co., of London." New Zealand Insurance Co. New Zealand Accident Insurance Company. Mr Atkins, Architect, Wanganui.: [178, 371, 326, 410]
- section-heading: DEATH.: [388, 390, 426, 403]
- ad-headline: MONSTER: [32, 531, 160, 559]
- section-heading: Feilding Butter in England: [663, 507, 781, 520]
- dateline: NAPIER, April 22.: [691, 850, 753, 860]
- article-text: The proposed alterations in the duties on tea, spirits, and currants has been adopted by the House of Commons. The World states that Dr Barry has refused the Bishopric St. Albans. Sir J. McKenna, vice-President of the National League, has resigned, stating that the League no longer exists, and that the American members will not submit to the leadership of assassins. The Postmaster-General will discuss the ocean postage reductions with the Agents-General on Friday. The Colonising Committee of the House of Commons examine the Agents-General on Thursday. Mr Parker informed the Committee on the Western Australian Bill that he disagreed with Sir T. Campbell's opinion respecting the reservation of Albany. He did not think there would be any objection to it. Albany might be made another Gibraltar. It was imperative that the Government of the colony should control the northern lands unless a new colony were created. He suggested amendments in the Bill which would prevent the immigration of Anglo-Chinese subjects to the colony.: [952, 89, 1100, 347]
- article-text: The Chicago Exhibition Bill has passed Congress.: [952, 646, 1100, 666]
- ad-text: MONEY to Lend on Rural Lands at current rates. Rents and debts collected.: [20, 922, 172, 942]
- dateline: PARIS, April 21.: [848, 580, 902, 590]
- section-heading: Bishop Hadfield elected Primate: [650, 660, 794, 673]
- advertisement-text: S. J. Thompson is showing the biggest stock of Raiapo Woollen Goods ever exhibited in this town or district. S. J. T. would also point out that he will open on Monday next a shipment of Seasonable goods ex s.s. Tainui, from Glasgow. Particulars in future advertisement.—ADVT.: [952, 1515, 1100, 1594]
- column-rule: [949, 34, 950, 1590]
- ad-text: FRIDAY, APRIL 25.: [206, 641, 298, 654]
- ad-text: Member Royal College Surgeons, Eng.): [191, 55, 313, 65]
